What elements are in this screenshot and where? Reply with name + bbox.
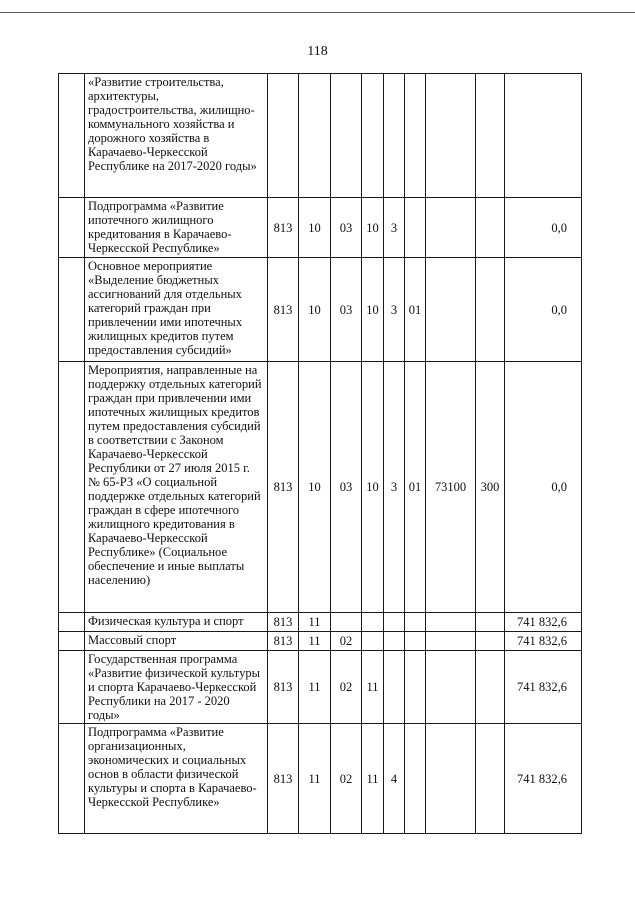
row-number-cell [59, 362, 85, 613]
row-subprogram-code-cell [384, 74, 405, 198]
row-gr-code-cell: 813 [268, 613, 299, 632]
row-sum-cell: 741 832,6 [505, 613, 582, 632]
row-event-code-cell [405, 198, 426, 258]
row-name-cell: Физическая культура и спорт [85, 613, 268, 632]
row-gr-code-cell: 813 [268, 198, 299, 258]
row-gr-code-cell: 813 [268, 651, 299, 724]
row-number-cell [59, 74, 85, 198]
row-subprogram-code-cell: 3 [384, 362, 405, 613]
row-direction-code-cell [426, 632, 476, 651]
table-row [59, 362, 582, 613]
row-direction-code-cell [426, 74, 476, 198]
row-expense-type-cell [476, 258, 505, 362]
row-subprogram-code-cell: 3 [384, 258, 405, 362]
row-expense-type-cell [476, 613, 505, 632]
row-gr-code-cell [268, 74, 299, 198]
row-section-cell: 11 [299, 651, 331, 724]
scan-top-edge-line [0, 12, 635, 13]
row-sum-cell: 0,0 [505, 198, 582, 258]
table-row [59, 651, 582, 724]
row-expense-type-cell: 300 [476, 362, 505, 613]
row-name-cell: Основное мероприятие «Выделение бюджетных ассигнований для отдельных категорий граждан при привлечении ими ипотечных жилищных кредитов путем предоставления субсидий» [85, 258, 268, 362]
table-row [59, 198, 582, 258]
row-subsection-cell: 03 [331, 198, 362, 258]
row-gr-code-cell: 813 [268, 258, 299, 362]
row-event-code-cell [405, 632, 426, 651]
row-subprogram-code-cell [384, 632, 405, 651]
row-section-cell: 11 [299, 724, 331, 834]
row-name-cell: Подпрограмма «Развитие ипотечного жилищного кредитования в Карачаево-Черкесской Республике» [85, 198, 268, 258]
row-name-cell: Массовый спорт [85, 632, 268, 651]
row-subprogram-code-cell [384, 651, 405, 724]
row-number-cell [59, 198, 85, 258]
row-section-cell: 10 [299, 362, 331, 613]
row-section-cell: 10 [299, 198, 331, 258]
row-direction-code-cell [426, 613, 476, 632]
row-program-code-cell [362, 613, 384, 632]
row-subprogram-code-cell: 4 [384, 724, 405, 834]
table-row [59, 613, 582, 632]
table-row [59, 258, 582, 362]
table-row [59, 74, 582, 198]
row-direction-code-cell [426, 651, 476, 724]
row-event-code-cell [405, 613, 426, 632]
row-number-cell [59, 651, 85, 724]
row-subsection-cell: 02 [331, 632, 362, 651]
row-name-cell: Подпрограмма «Развитие организационных, экономических и социальных основ в области физической культуры и спорта в Карачаево-Черкесской Республике» [85, 724, 268, 834]
row-subsection-cell [331, 74, 362, 198]
row-gr-code-cell: 813 [268, 632, 299, 651]
row-section-cell [299, 74, 331, 198]
row-subsection-cell: 02 [331, 724, 362, 834]
budget-table [58, 73, 582, 834]
row-expense-type-cell [476, 74, 505, 198]
row-event-code-cell: 01 [405, 258, 426, 362]
row-sum-cell: 0,0 [505, 258, 582, 362]
row-number-cell [59, 258, 85, 362]
row-program-code-cell: 10 [362, 198, 384, 258]
row-event-code-cell: 01 [405, 362, 426, 613]
row-program-code-cell: 10 [362, 258, 384, 362]
page-number: 118 [307, 44, 328, 59]
row-sum-cell: 0,0 [505, 362, 582, 613]
row-sum-cell [505, 74, 582, 198]
row-event-code-cell [405, 724, 426, 834]
row-program-code-cell: 10 [362, 362, 384, 613]
row-subprogram-code-cell: 3 [384, 198, 405, 258]
row-expense-type-cell [476, 724, 505, 834]
row-name-cell: «Развитие строительства, архитектуры, градостроительства, жилищно-коммунального хозяйства и дорожного хозяйства в Карачаево-Черкесской Республике на 2017-2020 годы» [85, 74, 268, 198]
row-program-code-cell [362, 632, 384, 651]
row-subsection-cell: 03 [331, 258, 362, 362]
row-gr-code-cell: 813 [268, 724, 299, 834]
row-direction-code-cell [426, 258, 476, 362]
row-direction-code-cell: 73100 [426, 362, 476, 613]
row-sum-cell: 741 832,6 [505, 724, 582, 834]
row-sum-cell: 741 832,6 [505, 651, 582, 724]
row-number-cell [59, 724, 85, 834]
row-name-cell: Мероприятия, направленные на поддержку отдельных категорий граждан при привлечении ими ипотечных жилищных кредитов путем предоставления субсидий в соответствии с Законом Карачаево-Черкесской Республики от 27 июля 2015 г. № 65-РЗ «О социальной поддержке отдельных категорий граждан в сфере ипотечного жилищного кредитования в Карачаево-Черкесской Республике» (Социальное обеспечение и иные выплаты населению) [85, 362, 268, 613]
row-subsection-cell [331, 613, 362, 632]
row-number-cell [59, 632, 85, 651]
row-expense-type-cell [476, 632, 505, 651]
row-direction-code-cell [426, 724, 476, 834]
row-number-cell [59, 613, 85, 632]
row-section-cell: 10 [299, 258, 331, 362]
table-row [59, 632, 582, 651]
row-expense-type-cell [476, 198, 505, 258]
row-name-cell: Государственная программа «Развитие физической культуры и спорта Карачаево-Черкесской Республики на 2017 - 2020 годы» [85, 651, 268, 724]
row-direction-code-cell [426, 198, 476, 258]
row-section-cell: 11 [299, 632, 331, 651]
row-subprogram-code-cell [384, 613, 405, 632]
row-program-code-cell [362, 74, 384, 198]
row-section-cell: 11 [299, 613, 331, 632]
row-gr-code-cell: 813 [268, 362, 299, 613]
row-program-code-cell: 11 [362, 651, 384, 724]
row-program-code-cell: 11 [362, 724, 384, 834]
row-subsection-cell: 03 [331, 362, 362, 613]
table-row [59, 724, 582, 834]
row-event-code-cell [405, 651, 426, 724]
row-sum-cell: 741 832,6 [505, 632, 582, 651]
row-expense-type-cell [476, 651, 505, 724]
row-event-code-cell [405, 74, 426, 198]
row-subsection-cell: 02 [331, 651, 362, 724]
